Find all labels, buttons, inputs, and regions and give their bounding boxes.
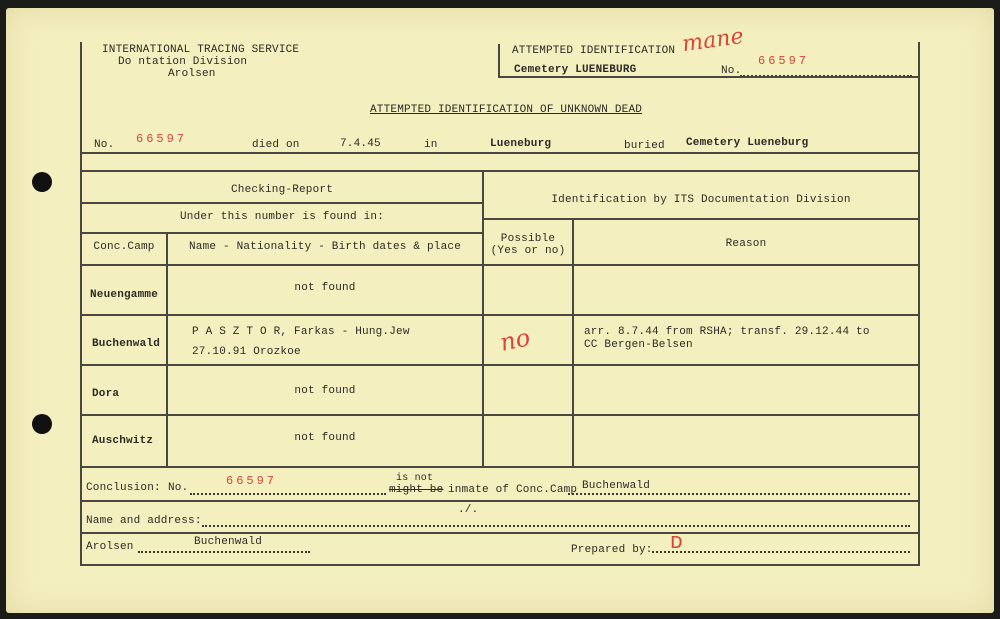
col-reason-header: Reason (725, 238, 767, 250)
reason-buchenwald-line2: CC Bergen-Belsen (584, 339, 693, 351)
box-cemetery: Cemetery LUENEBURG (514, 64, 637, 76)
frame-bottom (80, 564, 918, 566)
rule (80, 232, 482, 234)
name-address-label: Name and address: (86, 515, 202, 527)
row-auschwitz-result: not found (294, 432, 356, 444)
camp-buchenwald: Buchenwald (92, 338, 161, 350)
frame-right (918, 42, 920, 566)
org-city: Arolsen (168, 68, 216, 80)
box-no-value: 66597 (758, 54, 810, 68)
identification-title: Identification by ITS Documentation Division (551, 194, 851, 206)
box-title: ATTEMPTED IDENTIFICATION (512, 45, 676, 57)
conclusion-no-value: 66597 (226, 474, 278, 488)
camp-neuengamme: Neuengamme (90, 289, 159, 301)
record-no-value: 66597 (136, 132, 188, 146)
prepared-by-signature: ᴅ (670, 530, 684, 555)
checking-subtitle: Under this number is found in: (179, 211, 385, 223)
conclusion-no-line (190, 493, 386, 495)
box-divider (498, 44, 500, 78)
punch-hole (32, 414, 52, 434)
col-camp-header: Conc.Camp (93, 241, 155, 253)
conclusion-no-label: No. (168, 482, 189, 494)
handwritten-mark: mane (680, 23, 746, 58)
row-neuengamme-result: not found (294, 282, 356, 294)
col-name-header: Name - Nationality - Birth dates & place (188, 241, 462, 253)
rule (80, 202, 482, 204)
org-name: INTERNATIONAL TRACING SERVICE (102, 44, 300, 56)
box-bottom-rule (500, 76, 918, 78)
frame-left (80, 42, 82, 566)
col-possible-header: Possible (500, 233, 556, 245)
camp-dora: Dora (92, 388, 120, 400)
rule (80, 500, 918, 502)
slash-mark: ./. (458, 504, 479, 516)
row-buchenwald-name: P A S Z T O R, Farkas - Hung.Jew (192, 326, 410, 338)
conclusion-camp-value: Buchenwald (582, 480, 651, 492)
rule (80, 264, 918, 266)
org-division: Do ntation Division (118, 56, 248, 68)
rule (482, 218, 918, 220)
buried-value: Cemetery Lueneburg (686, 137, 809, 149)
rule (80, 532, 918, 534)
table-middle-divider (482, 170, 484, 466)
reason-buchenwald-line1: arr. 8.7.44 from RSHA; transf. 29.12.44 to (584, 326, 870, 338)
possible-answer-buchenwald: no (497, 323, 533, 357)
box-no-label: No. (721, 65, 742, 77)
col-possible-header-sub: (Yes or no) (490, 245, 566, 257)
buried-label: buried (624, 140, 665, 152)
rule (80, 364, 918, 366)
in-label: in (424, 139, 438, 151)
prepared-by-line (652, 551, 910, 553)
conclusion-camp-line (568, 493, 910, 495)
form-title: ATTEMPTED IDENTIFICATION OF UNKNOWN DEAD (370, 104, 643, 116)
arolsen-label: Arolsen (86, 541, 134, 553)
table-top-rule (80, 170, 918, 172)
died-on-value: 7.4.45 (340, 138, 381, 150)
row-dora-result: not found (294, 385, 356, 397)
rule (80, 466, 918, 468)
conclusion-label: Conclusion: (86, 482, 161, 494)
arolsen-value: Buchenwald (194, 536, 263, 548)
conclusion-might-be: might be (389, 484, 444, 496)
rule (80, 314, 918, 316)
index-card (6, 8, 994, 613)
record-no-label: No. (94, 139, 115, 151)
possible-col-divider (572, 218, 574, 466)
record-rule (80, 152, 918, 154)
camp-col-divider (166, 232, 168, 466)
conclusion-inmate-text: inmate of Conc.Camp (448, 484, 578, 496)
conclusion-is-not: is not (396, 473, 434, 484)
checking-title: Checking-Report (230, 184, 334, 196)
arolsen-line (138, 551, 310, 553)
camp-auschwitz: Auschwitz (92, 435, 154, 447)
rule (80, 414, 918, 416)
punch-hole (32, 172, 52, 192)
row-buchenwald-birth: 27.10.91 Orozkoe (192, 346, 301, 358)
in-value: Lueneburg (490, 138, 552, 150)
died-on-label: died on (252, 139, 300, 151)
prepared-by-label: Prepared by: (571, 544, 653, 556)
name-address-line (202, 525, 910, 527)
